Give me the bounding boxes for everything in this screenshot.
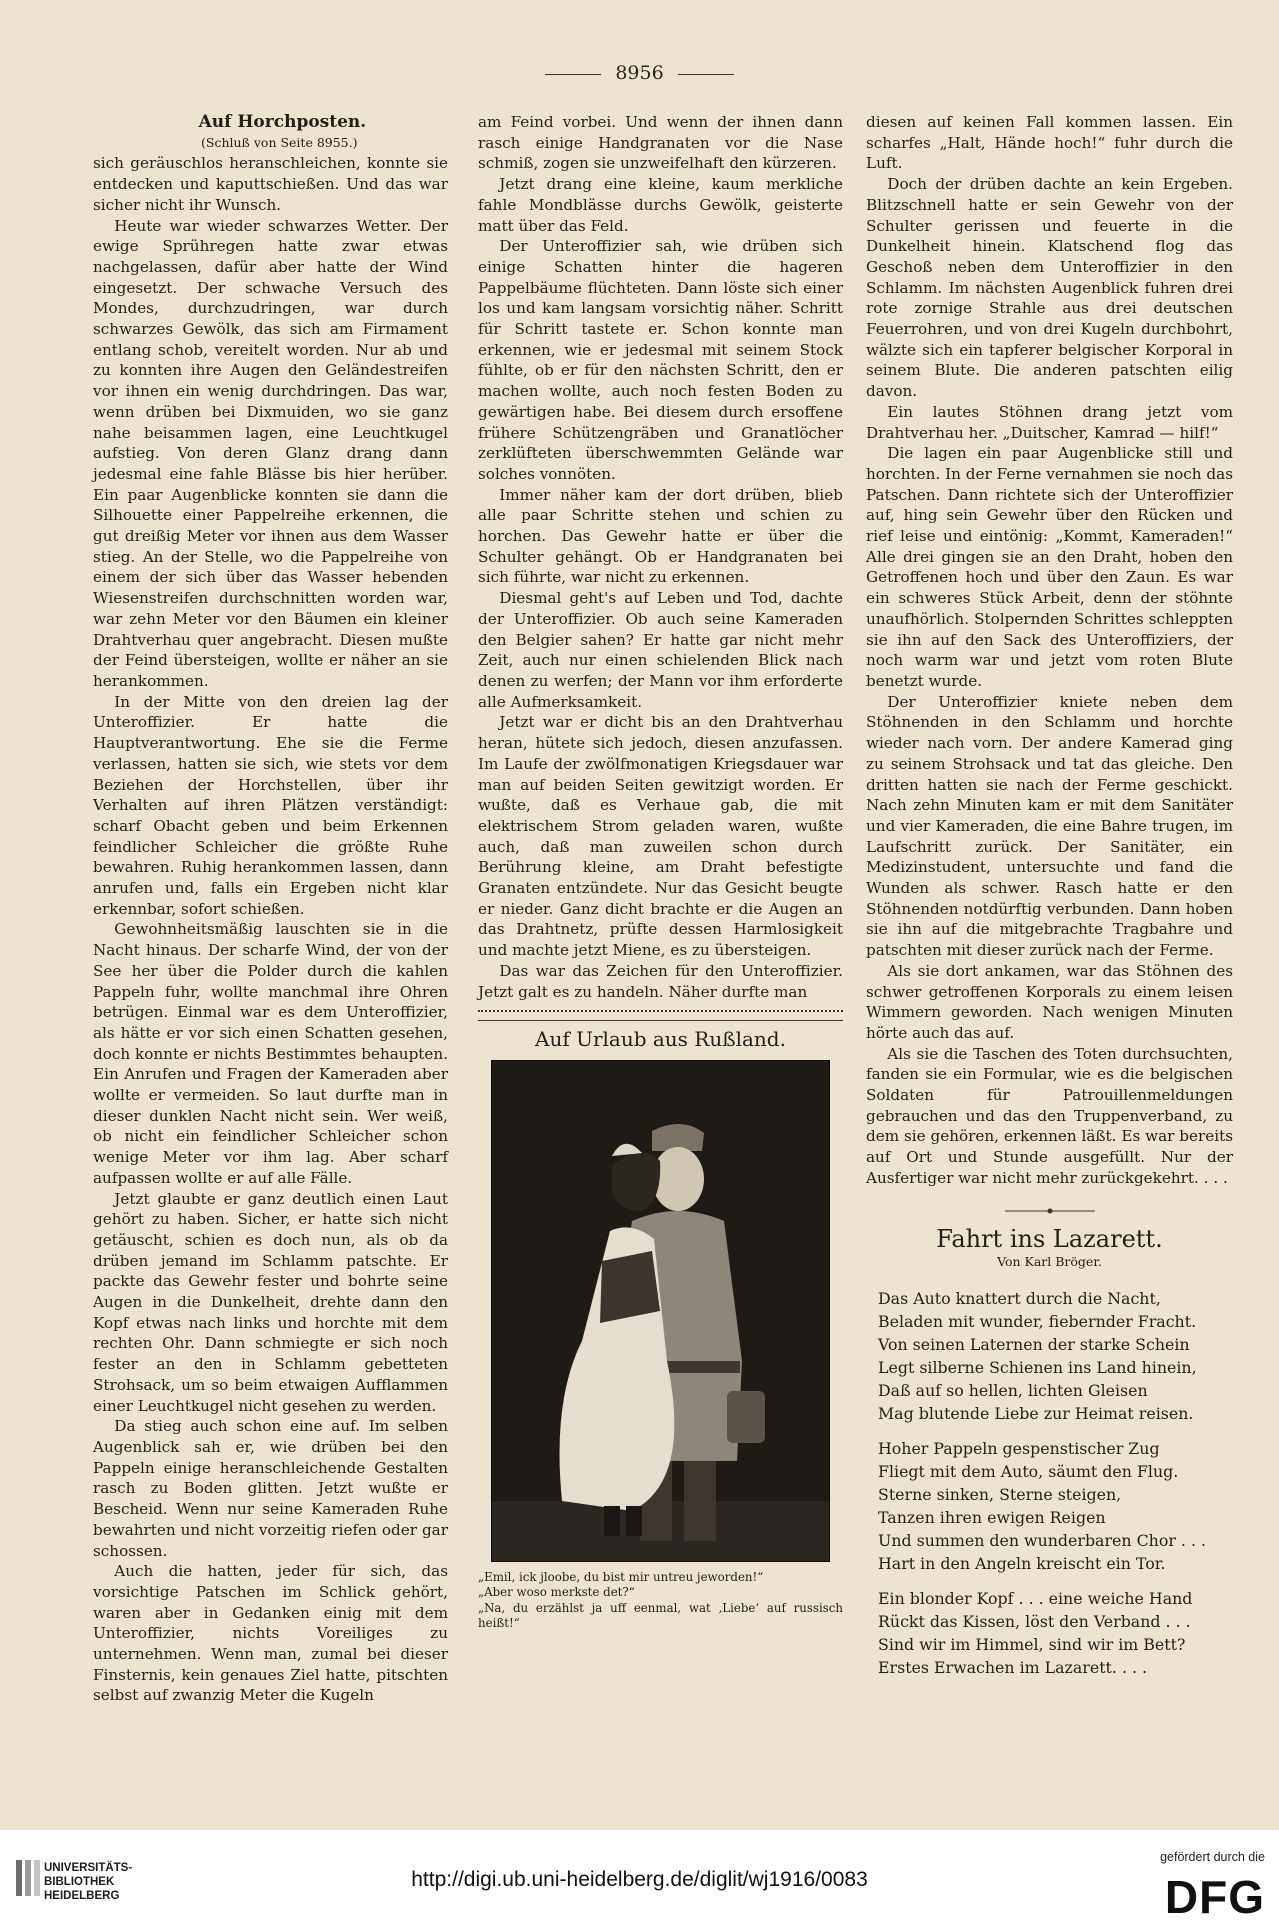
paragraph: Ein lautes Stöhnen drang jetzt vom Drahtverhau her. „Duitscher, Kamrad — hilf!“ — [866, 402, 1233, 442]
folio-ornament-left — [545, 74, 601, 75]
poem-line: Hoher Pappeln gespenstischer Zug — [878, 1438, 1160, 1458]
poem-line: Hart in den Angeln kreischt ein Tor. — [878, 1553, 1166, 1573]
article-title: Auf Horchposten. — [198, 112, 367, 132]
column-1 — [93, 112, 448, 1706]
paragraph: Heute war wieder schwarzes Wetter. Der ewige Sprühregen hatte zwar etwas nachgelassen, dafür aber hatte der Wind eingesetzt. Der schwache Versuch des Mondes, durchzudringen, war durch schwarzes Gewölk, das sich am Firmament entlang schob, vereitelt worden. Nur ab und zu konnten ihre Augen den Geländestreifen vor ihnen ein wenig durchdringen. Das war, wenn drüben bei Dixmuiden, wo sie ganz nahe beisammen lagen, eine Leuchtkugel aufstieg. Von deren Glanz drang dann jedesmal eine fahle Blässe bis hier herüber. Ein paar Augenblicke konnten sie dann die Silhouette einer Pappelreihe erkennen, die gut dreißig Meter vor ihnen aus dem Wasser stieg. An der Stelle, wo die Pappelreihe von einem der sich über das Wasser hebenden Wiesenstreifen durchschnitten worden war, war zehn Meter vor den Bäumen ein kleiner Drahtverhau quer angebracht. Diesen mußte der Feind übersteigen, wollte er näher an sie herankommen. — [93, 216, 448, 690]
library-line: HEIDELBERG — [44, 1890, 120, 1902]
library-line: UNIVERSITÄTS- — [44, 1862, 133, 1874]
paragraph: Gewohnheitsmäßig lauschten sie in die Nacht hinaus. Der scharfe Wind, der von der See her über die Polder durch die kahlen Pappeln fuhr, wollte manchmal ihre Ohren betrügen. Einmal war es dem Unteroffizier, als hätte er vor sich einen Schatten gesehen, doch konnte er nichts Bestimmtes behaupten. Ein Anrufen und Fragen der Kameraden aber wollte er vermeiden. So laut durfte man in dieser dunklen Nacht nicht sein. Wer weiß, ob nicht ein feindlicher Schleicher schon wenige Meter vor ihm lag. Aber scharf aufpassen wollte er auf alle Fälle. — [93, 920, 448, 1187]
poem-line: Fliegt mit dem Auto, säumt den Flug. — [878, 1461, 1179, 1481]
paragraph: Der Unteroffizier kniete neben dem Stöhnenden in den Schlamm und horchte wieder nach vorn. Der andere Kamerad ging zu seinem Strohsack und tat das gleiche. Den dritten hatten sie nach der Ferme geschickt. Nach zehn Minuten kam er mit dem Sanitäter und vier Kameraden, die eine Bahre trugen, im Laufschritt zurück. Der Sanitäter, ein Medizinstudent, untersuchte und fand die Wunden als schwer. Rasch hatte er den Stöhnenden notdürftig verbunden. Dann hoben sie ihn auf die mitgebrachte Tragbahre und patschten mit dieser zurück nach der Ferme. — [866, 692, 1233, 960]
paragraph: Doch der drüben dachte an kein Ergeben. Blitzschnell hatte er sein Gewehr von der Schulter gerissen und feuerte in die Dunkelheit hinein. Klatschend flog das Geschoß neben dem Unteroffizier in den Schlamm. Im nächsten Augenblick fuhren drei rote zornige Strahle aus drei deutschen Feuerrohren, und von drei Kugeln durchbohrt, wälzte sich ein tapferer belgischer Korporal in seinem Blute. Die anderen patschten eilig davon. — [866, 175, 1233, 401]
poem-stanza — [878, 1287, 1233, 1425]
divider-ornament — [1005, 1207, 1095, 1215]
poem-line: Von seinen Laternen der starke Schein — [878, 1334, 1190, 1354]
paragraph: Jetzt glaubte er ganz deutlich einen Laut gehört zu haben. Sicher, er hatte sich nicht getäuscht, schien es doch nun, als ob da drüben jemand im Schlamm patschte. Er packte das Gewehr fester und bohrte seine Augen in die Dunkelheit, drehte dann den Kopf etwas nach links und horchte mit dem rechten Ohr. Dann schmiegte er sich noch fester an den in Schlamm gebetteten Strohsack, um so beim etwaigen Aufflammen einer Leuchtkugel nicht gesehen zu werden. — [93, 1189, 448, 1415]
poem-line: Das Auto knattert durch die Nacht, — [878, 1288, 1161, 1308]
poem-stanza — [878, 1437, 1233, 1575]
illustration-caption — [478, 1570, 843, 1632]
poem-line: Rückt das Kissen, löst den Verband . . . — [878, 1611, 1191, 1631]
paragraph: Als sie die Taschen des Toten durchsuchten, fanden sie ein Formular, wie es die belgischen Soldaten für Patrouillenmeldungen gebrauchen und das den Truppenverband, zu dem sie gehören, erkennen läßt. Es war bereits auf Ort und Stunde ausgefüllt. Nur der Ausfertiger war nicht mehr zurückgekehrt. . . . — [866, 1044, 1233, 1187]
page-number: 8956 — [615, 62, 664, 84]
poem-line: Und summen den wunderbaren Chor . . . — [878, 1530, 1207, 1550]
caption-line: „Aber woso merkste det?“ — [478, 1585, 635, 1600]
short-divider — [866, 1201, 1233, 1222]
paragraph: Immer näher kam der dort drüben, blieb alle paar Schritte stehen und schien zu horchen. Das Gewehr hatte er über die Schulter gehängt. Ob er Handgranaten bei sich führte, war nicht zu erkennen. — [478, 485, 843, 587]
source-url-link[interactable]: http://digi.ub.uni-heidelberg.de/diglit/wj1916/0083 — [411, 1868, 868, 1891]
poem-line: Beladen mit wunder, fiebernder Fracht. — [878, 1311, 1197, 1331]
illustration-title: Auf Urlaub aus Rußland. — [535, 1027, 786, 1052]
poem-line: Erstes Erwachen im Lazarett. . . . — [878, 1657, 1148, 1677]
paragraph: Als sie dort ankamen, war das Stöhnen des schwer getroffenen Korporals zu einem leisen Wimmern geworden. Nach wenigen Minuten hörte auch das auf. — [866, 961, 1233, 1042]
poem-line: Sind wir im Himmel, sind wir im Bett? — [878, 1634, 1186, 1654]
caption-line: „Na, du erzählst ja uff eenmal, wat ‚Liebe‘ auf russisch heißt!“ — [478, 1600, 843, 1631]
dfg-logo: DFG — [1164, 1871, 1265, 1923]
folio-ornament-right — [678, 74, 734, 75]
column-2 — [478, 112, 843, 1632]
illustration-soldier-and-woman — [491, 1060, 830, 1562]
illustration-drawing — [492, 1061, 829, 1561]
paragraph: Jetzt drang eine kleine, kaum merkliche fahle Mondblässe durchs Gewölk, geisterte matt über das Feld. — [478, 175, 843, 235]
article-subtitle: (Schluß von Seite 8955.) — [201, 134, 358, 150]
paragraph: diesen auf keinen Fall kommen lassen. Ein scharfes „Halt, Hände hoch!“ fuhr durch die Luft. — [866, 113, 1233, 173]
column-3 — [866, 112, 1233, 1691]
library-line: BIBLIOTHEK — [44, 1876, 115, 1888]
poem-line: Legt silberne Schienen ins Land hinein, — [878, 1357, 1197, 1377]
paragraph: Jetzt war er dicht bis an den Drahtverhau heran, hütete sich jedoch, diesen anzufassen. Im Laufe der zwölfmonatigen Kriegsdauer war man auf beiden Seiten gewitzigt worden. Er wußte, daß es Verhaue gab, die mit elektrischem Strom geladen waren, wußte auch, daß man zuweilen schon durch Berührung kleine, am Draht befestigte Granaten entzündete. Nur das Gesicht beugte er nieder. Ganz dicht brachte er die Augen an das Drahtnetz, prüfte dessen Harmlosigkeit und machte jetzt Miene, es zu übersteigen. — [478, 713, 843, 960]
poem-title: Fahrt ins Lazarett. — [936, 1225, 1163, 1254]
paragraph: Diesmal geht's auf Leben und Tod, dachte der Unteroffizier. Ob auch seine Kameraden den Belgier sahen? Er hatte gar nicht mehr Zeit, auch nur einen schielenden Blick nach denen zu werfen; der Mann vor ihm erforderte alle Aufmerksamkeit. — [478, 589, 843, 711]
section-divider — [478, 1010, 843, 1021]
funding-label: gefördert durch die — [1160, 1850, 1265, 1864]
poem-line: Mag blutende Liebe zur Heimat reisen. — [878, 1403, 1194, 1423]
paragraph: Da stieg auch schon eine auf. Im selben Augenblick sah er, wie drüben bei den Pappeln einige heranschleichende Gestalten rasch zu Boden glitten. Jetzt wußte er Bescheid. Wenn nur seine Kameraden Ruhe bewahrten und nicht vorzeitig riefen oder gar schossen. — [93, 1417, 448, 1560]
paragraph: Das war das Zeichen für den Unteroffizier. Jetzt galt es zu handeln. Näher durfte man — [478, 961, 843, 1001]
paragraph: sich geräuschlos heranschleichen, konnte sie entdecken und kaputtschießen. Und das war sicher nicht ihr Wunsch. — [93, 154, 448, 214]
poem-line: Sterne sinken, Sterne steigen, — [878, 1484, 1122, 1504]
page-number-header — [0, 62, 1279, 84]
paragraph: am Feind vorbei. Und wenn der ihnen dann rasch einige Handgranaten vor die Nase schmiß, zogen sie unzweifelhaft den kürzeren. — [478, 113, 843, 173]
paragraph: Die lagen ein paar Augenblicke still und horchten. In der Ferne vernahmen sie noch das Patschen. Dann richtete sich der Unteroffizier auf, hing sein Gewehr über den Rücken und rief leise und eintönig: „Kommt, Kameraden!“ Alle drei gingen sie an den Draht, hoben den Getroffenen hoch und über den Zaun. Es war ein schweres Stück Arbeit, denn der stöhnte unaufhörlich. Stolpernden Schrittes schleppten sie ihn auf den Sack des Unteroffiziers, der noch warm war und jetzt vom roten Blute benetzt wurde. — [866, 444, 1233, 690]
poem-author: Von Karl Bröger. — [997, 1253, 1102, 1269]
poem-line: Daß auf so hellen, lichten Gleisen — [878, 1380, 1148, 1400]
paragraph: In der Mitte von den dreien lag der Unteroffizier. Er hatte die Hauptverantwortung. Ehe sie die Ferme verlassen, hatten sie sich, wie stets vor dem Beziehen der Horchstellen, über ihr Verhalten auf ihren Plätzen verständigt: scharf Obacht geben und beim Erkennen feindlicher Schleicher die größte Ruhe bewahren. Ruhig herankommen lassen, dann anrufen und, falls ein Ergeben nicht klar erkennbar, sofort schießen. — [93, 692, 448, 918]
poem-line: Ein blonder Kopf . . . eine weiche Hand — [878, 1588, 1193, 1608]
digitization-footer — [0, 1830, 1279, 1932]
poem-body — [866, 1287, 1233, 1679]
paragraph: Auch die hatten, jeder für sich, das vorsichtige Patschen im Schlick gehört, waren aber in Gedanken einig mit dem Unteroffizier, nichts Voreiliges zu unternehmen. Wenn man, zumal bei dieser Finsternis, kein genaues Ziel hatte, pitschten selbst auf zwanzig Meter die Kugeln — [93, 1562, 448, 1705]
poem-stanza — [878, 1587, 1233, 1679]
poem-line: Tanzen ihren ewigen Reigen — [878, 1507, 1106, 1527]
caption-line: „Emil, ick jloobe, du bist mir untreu jeworden!“ — [478, 1569, 764, 1584]
paragraph: Der Unteroffizier sah, wie drüben sich einige Schatten hinter die hageren Pappelbäume flüchteten. Dann löste sich einer los und kam langsam vorsichtig näher. Schritt für Schritt tastete er. Schon konnte man erkennen, wie er jedesmal mit seinem Stock fühlte, ob er für den nächsten Schritt, den er machen wollte, auch noch festen Boden zu gewärtigen habe. Bei diesem durch ersoffene frühere Schützengräben und Granatlöcher zerklüfteten überschwemmten Gelände war solches vonnöten. — [478, 237, 843, 483]
